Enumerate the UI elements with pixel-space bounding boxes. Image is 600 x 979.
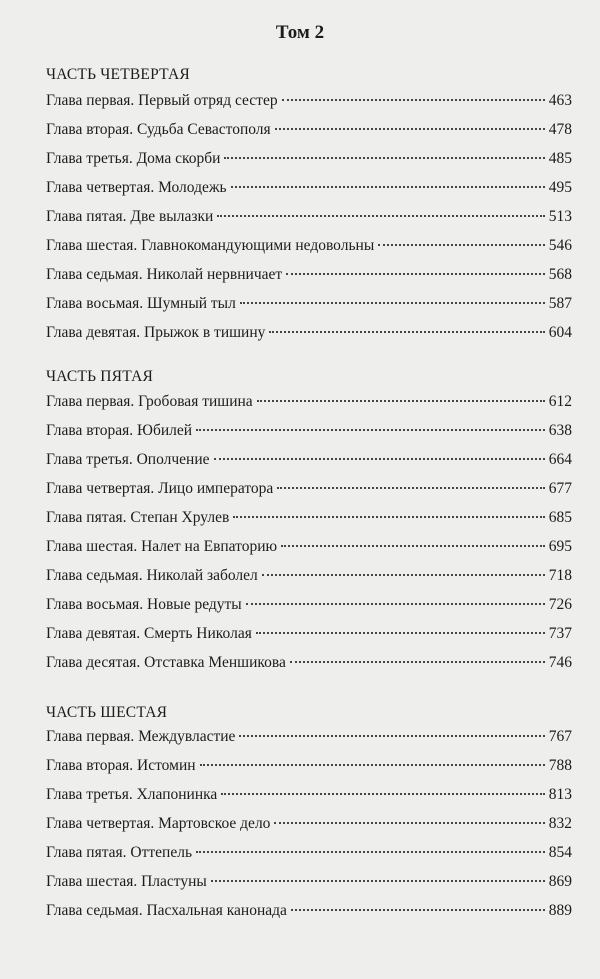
part-entries [46,728,572,931]
page-number: 832 [548,815,572,832]
page-number: 737 [548,625,572,642]
chapter-title: Глава шестая. Главнокомандующими недовольны [46,237,375,254]
page-number: 495 [548,179,572,196]
toc-entry [46,902,572,931]
toc-entry [46,393,572,422]
chapter-title: Глава пятая. Оттепель [46,844,193,861]
dot-leader [286,273,545,275]
chapter-title: Глава третья. Хлапонинка [46,786,218,803]
dot-leader [240,302,545,304]
page-number: 677 [548,480,572,497]
chapter-title: Глава вторая. Судьба Севастополя [46,121,271,138]
toc-entry [46,179,572,208]
toc-entry [46,596,572,625]
toc-entry [46,295,572,324]
toc-entry [46,422,572,451]
volume-title: Том 2 [275,22,325,43]
page-number: 612 [548,393,572,410]
page-number: 854 [548,844,572,861]
toc-entry [46,654,572,683]
page-number: 546 [548,237,572,254]
chapter-title: Глава десятая. Отставка Меншикова [46,654,286,671]
dot-leader [262,574,545,576]
toc-entry [46,509,572,538]
dot-leader [211,880,545,882]
toc-entry [46,728,572,757]
chapter-title: Глава шестая. Пластуны [46,873,207,890]
chapter-title: Глава первая. Междувластие [46,728,236,745]
dot-leader [378,244,545,246]
page-number: 746 [548,654,572,671]
toc-entry [46,92,572,121]
page-number: 463 [548,92,572,109]
chapter-title: Глава вторая. Юбилей [46,422,193,439]
part-entries [46,92,572,353]
toc-entry [46,480,572,509]
chapter-title: Глава шестая. Налет на Евпаторию [46,538,278,555]
dot-leader [290,661,545,663]
dot-leader [275,128,545,130]
dot-leader [274,822,544,824]
toc-entry [46,538,572,567]
page-number: 788 [548,757,572,774]
toc-entry [46,237,572,266]
chapter-title: Глава первая. Первый отряд сестер [46,92,278,109]
chapter-title: Глава четвертая. Мартовское дело [46,815,271,832]
dot-leader [214,458,545,460]
chapter-title: Глава вторая. Истомин [46,757,196,774]
page-number: 767 [548,728,572,745]
chapter-title: Глава пятая. Степан Хрулев [46,509,230,526]
toc-entry [46,150,572,179]
page-number: 685 [548,509,572,526]
page-number: 664 [548,451,572,468]
dot-leader [196,851,545,853]
dot-leader [231,186,545,188]
toc-entry [46,121,572,150]
part-heading: ЧАСТЬ ЧЕТВЕРТАЯ [46,66,190,83]
dot-leader [256,632,545,634]
dot-leader [282,99,545,101]
toc-entry [46,844,572,873]
page-number: 695 [548,538,572,555]
dot-leader [200,764,545,766]
toc-entry [46,266,572,295]
dot-leader [217,215,544,217]
chapter-title: Глава третья. Ополчение [46,451,210,468]
toc-entry [46,815,572,844]
dot-leader [233,516,544,518]
part-heading: ЧАСТЬ ПЯТАЯ [46,368,154,385]
page-number: 485 [548,150,572,167]
toc-entry [46,786,572,815]
chapter-title: Глава первая. Гробовая тишина [46,393,253,410]
chapter-title: Глава седьмая. Николай заболел [46,567,258,584]
page-number: 726 [548,596,572,613]
chapter-title: Глава девятая. Смерть Николая [46,625,252,642]
dot-leader [196,429,545,431]
part-heading: ЧАСТЬ ШЕСТАЯ [46,704,168,721]
dot-leader [277,487,544,489]
toc-entry [46,208,572,237]
chapter-title: Глава седьмая. Пасхальная канонада [46,902,287,919]
dot-leader [246,603,545,605]
chapter-title: Глава пятая. Две вылазки [46,208,214,225]
page-number: 869 [548,873,572,890]
toc-entry [46,451,572,480]
page-number: 718 [548,567,572,584]
page-number: 604 [548,324,572,341]
page-number: 889 [548,902,572,919]
dot-leader [281,545,545,547]
page-number: 513 [548,208,572,225]
page-number: 638 [548,422,572,439]
toc-entry [46,625,572,654]
page-number: 568 [548,266,572,283]
chapter-title: Глава восьмая. Шумный тыл [46,295,236,312]
toc-entry [46,567,572,596]
toc-entry [46,324,572,353]
dot-leader [291,909,545,911]
chapter-title: Глава девятая. Прыжок в тишину [46,324,266,341]
chapter-title: Глава четвертая. Лицо императора [46,480,274,497]
dot-leader [239,735,544,737]
page-number: 813 [548,786,572,803]
chapter-title: Глава седьмая. Николай нервничает [46,266,283,283]
chapter-title: Глава четвертая. Молодежь [46,179,227,196]
chapter-title: Глава третья. Дома скорби [46,150,221,167]
dot-leader [221,793,544,795]
part-entries [46,393,572,683]
toc-entry [46,757,572,786]
page-number: 587 [548,295,572,312]
page-number: 478 [548,121,572,138]
chapter-title: Глава восьмая. Новые редуты [46,596,242,613]
dot-leader [269,331,544,333]
toc-entry [46,873,572,902]
dot-leader [224,157,544,159]
dot-leader [257,400,545,402]
